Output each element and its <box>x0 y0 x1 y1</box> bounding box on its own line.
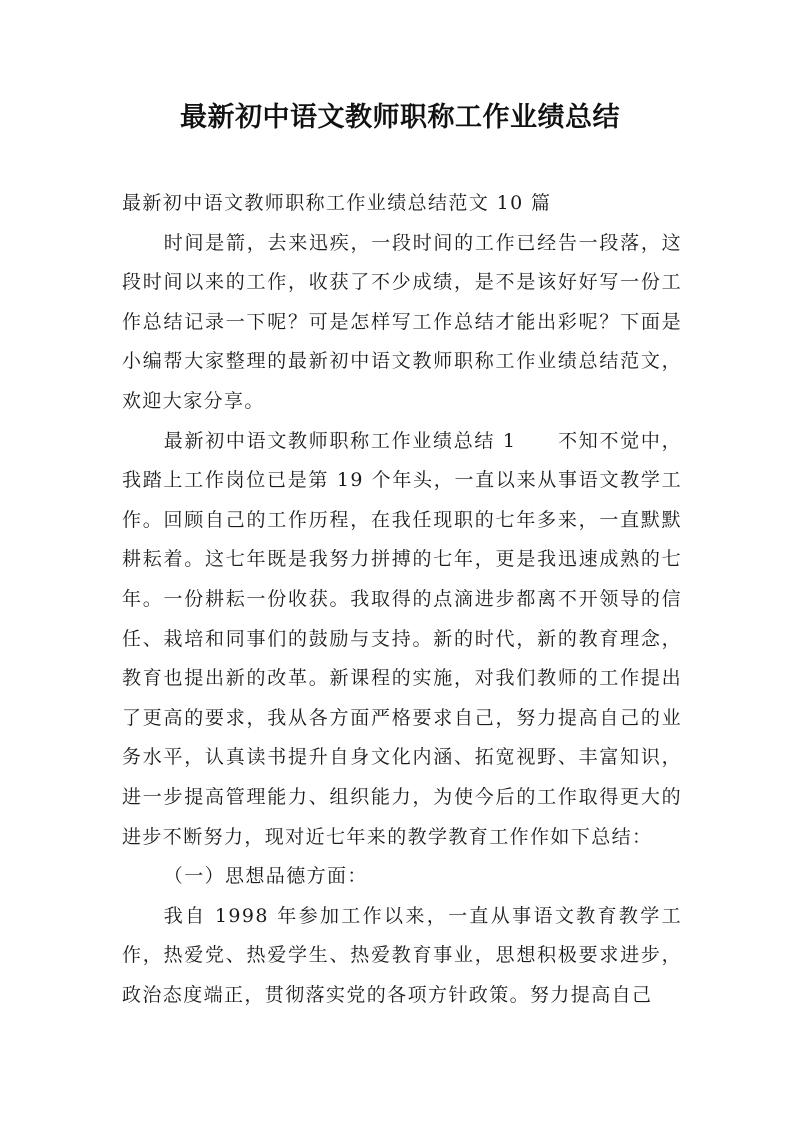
ideology-paragraph: 我自 1998 年参加工作以来，一直从事语文教育教学工作，热爱党、热爱学生、热爱教育事业，思想积极要求进步，政治态度端正，贯彻落实党的各项方针政策。努力提高自己 <box>122 904 682 1006</box>
document-body <box>122 184 682 1015</box>
intro-paragraph: 时间是箭，去来迅疾，一段时间的工作已经告一段落，这段时间以来的工作，收获了不少成绩，是不是该好好写一份工作总结记录一下呢？可是怎样写工作总结才能出彩呢？下面是小编帮大家整理的最新初中语文教师职称工作业绩总结范文，欢迎大家分享。 <box>122 231 682 412</box>
document-subtitle: 最新初中语文教师职称工作业绩总结范文 10 篇 <box>122 192 552 214</box>
summary-paragraph-1: 最新初中语文教师职称工作业绩总结 1 不知不觉中，我踏上工作岗位已是第 19 个年头，一直以来从事语文教学工作。回顾自己的工作历程，在我任现职的七年多来，一直默默耕耘着。这七年既是我努力拼搏的七年，更是我迅速成熟的七年。一份耕耘一份收获。我取得的点滴进步都离不开领导的信任、栽培和同事们的鼓励与支持。新的时代，新的教育理念，教育也提出新的改革。新课程的实施，对我们教师的工作提出了更高的要求，我从各方面严格要求自己，努力提高自己的业务水平，认真读书提升自身文化内涵、拓宽视野、丰富知识，进一步提高管理能力、组织能力，为使今后的工作取得更大的进步不断努力，现对近七年来的教学教育工作作如下总结： <box>122 429 682 848</box>
document-title: 最新初中语文教师职称工作业绩总结 <box>180 102 620 133</box>
section-heading-ideology: （一）思想品德方面： <box>163 865 368 888</box>
